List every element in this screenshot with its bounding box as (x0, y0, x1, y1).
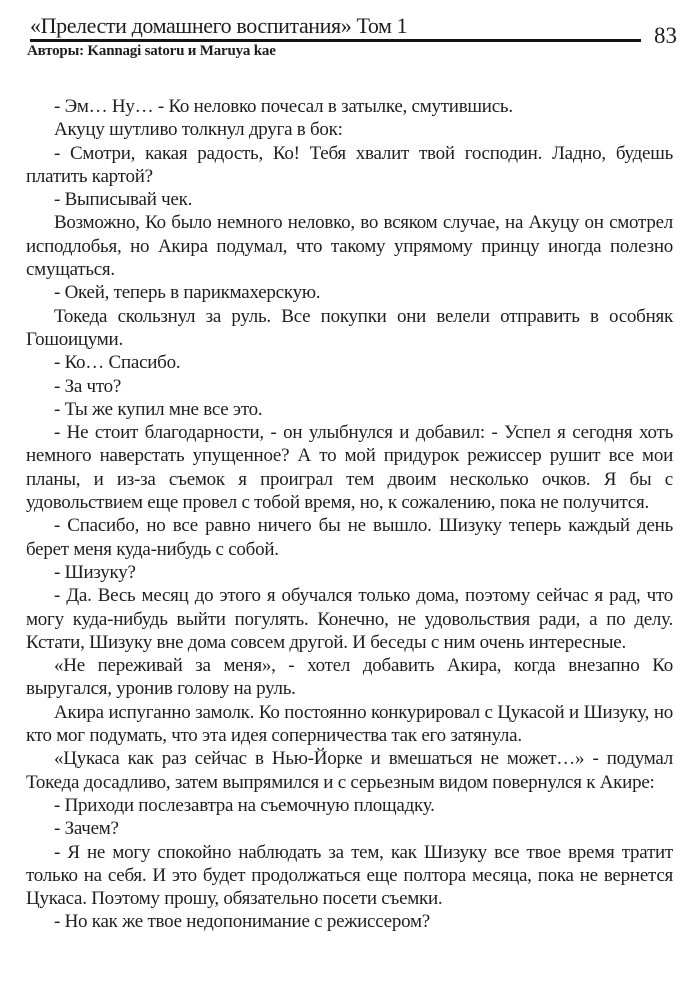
paragraph: - Эм… Ну… - Ко неловко почесал в затылке, смутившись. (54, 96, 513, 117)
paragraph: - Зачем? (54, 818, 119, 840)
paragraph: Токеда скользнул за руль. Все покупки они велели отправить в особняк Гошоицуми. (26, 305, 673, 350)
paragraph: - Ты же купил мне все это. (54, 398, 263, 420)
book-title: «Прелести домашнего воспитания» Том 1 (30, 13, 408, 38)
paragraph: Акуцу шутливо толкнул друга в бок: (54, 119, 343, 141)
header-row (0, 13, 682, 48)
paragraph: - Окей, теперь в парикмахерскую. (54, 282, 321, 304)
page-body (0, 95, 682, 934)
paragraph: - Не стоит благодарности, - он улыбнулся и добавил: - Успел я сегодня хоть немного наверстать упущенное? А то мой придурок режиссер рушит все мои планы, и из-за съемок я проиграл тем двоим несколько очков. Я бы с удовольствием еще провел с тобой время, но, к сожалению, пока не получится. (26, 422, 673, 514)
page-number: 83 (654, 23, 677, 48)
paragraph: - Приходи послезавтра на съемочную площадку. (54, 794, 435, 816)
paragraph: - Я не могу спокойно наблюдать за тем, как Шизуку все твое время тратит только на себя. И это будет продолжаться еще полтора месяца, пока не вернется Цукаса. Поэтому прошу, обязательно посети съемки. (26, 841, 673, 910)
paragraph: - Но как же твое недопонимание с режиссером? (54, 911, 430, 933)
paragraph: «Не переживай за меня», - хотел добавить Акира, когда внезапно Ко выругался, уронив голову на руль. (26, 655, 673, 700)
paragraph: - Выписывай чек. (54, 189, 193, 211)
authors-line: Авторы: Kannagi satoru и Maruya kae (27, 43, 276, 59)
paragraph: - Спасибо, но все равно ничего бы не вышло. Шизуку теперь каждый день берет меня куда-нибудь с собой. (26, 515, 673, 560)
paragraph: - За что? (54, 375, 122, 397)
header-rule (30, 13, 641, 42)
paragraph: «Цукаса как раз сейчас в Нью-Йорке и вмешаться не может…» - подумал Токеда досадливо, затем выпрямился и с серьезным видом повернулся к Акире: (26, 748, 673, 793)
paragraph: - Да. Весь месяц до этого я обучался только дома, поэтому сейчас я рад, что могу куда-нибудь выйти погулять. Конечно, не удовольствия ради, а по делу. Кстати, Шизуку вне дома совсем другой. И беседы с ним очень интересные. (26, 585, 673, 653)
paragraph: - Смотри, какая радость, Ко! Тебя хвалит твой господин. Ладно, будешь платить картой? (26, 142, 673, 187)
paragraph: Акира испуганно замолк. Ко постоянно конкурировал с Цукасой и Шизуку, но кто мог подумать, что эта идея соперничества так его затянула. (26, 701, 673, 747)
paragraph: - Шизуку? (54, 561, 136, 583)
paragraph: Возможно, Ко было немного неловко, во всяком случае, на Акуцу он смотрел исподлобья, но Акира подумал, что такому упрямому принцу иногда полезно смущаться. (26, 212, 673, 281)
page-header (0, 13, 682, 60)
paragraph: - Ко… Спасибо. (54, 352, 181, 374)
